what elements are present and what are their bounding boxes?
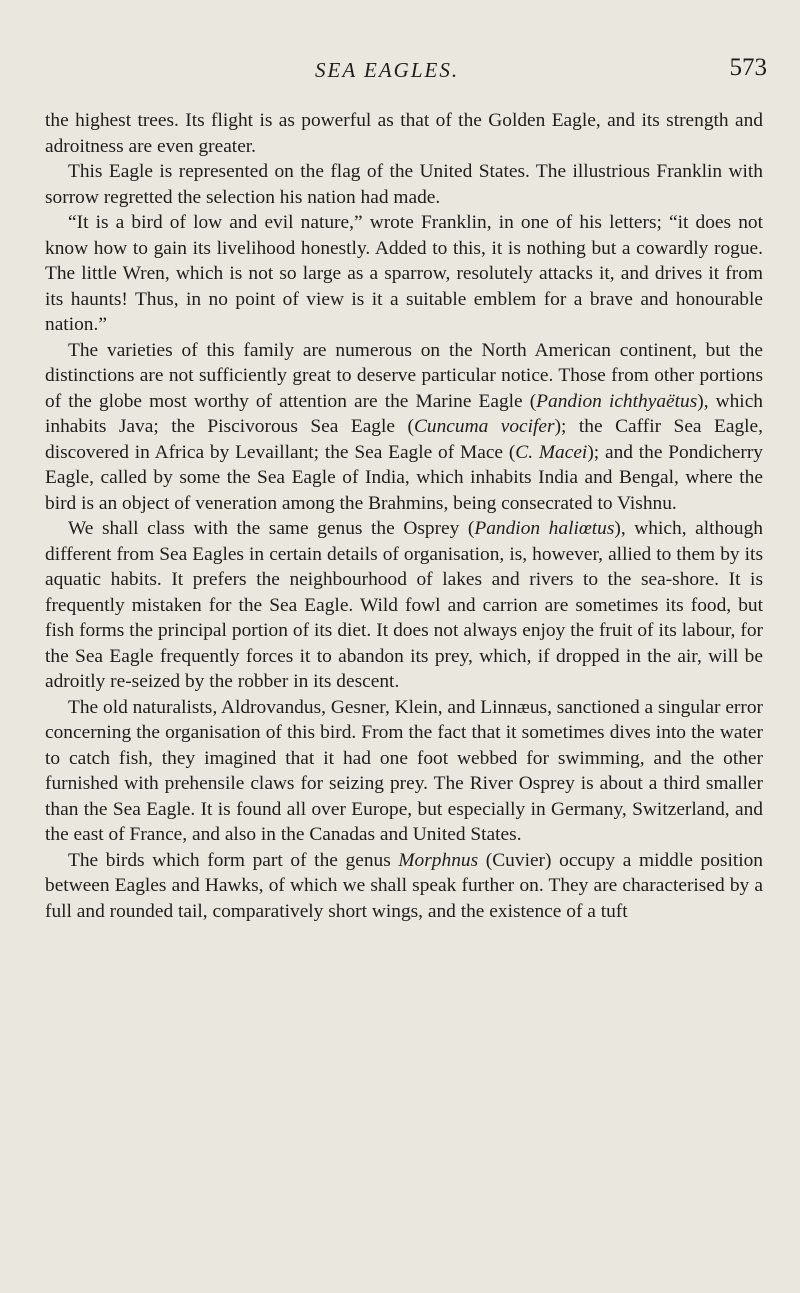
paragraph: The birds which form part of the genus Morphnus (Cuvier) occupy a middle position between Eagles and Hawks, of which we shall speak further on. They are characterised by a full and rounded tail, comparatively short wings, and the existence of a tuft: [45, 849, 764, 922]
species-name: C. Macei: [515, 441, 588, 463]
genus-name: Morphnus: [398, 849, 479, 871]
paragraph: This Eagle is represented on the flag of the United States. The illustrious Franklin with sorrow regretted the selection his nation had made.: [45, 161, 763, 208]
paragraph: “It is a bird of low and evil nature,” wrote Franklin, in one of his letters; “it does not know how to gain its livelihood honestly. Added to this, it is nothing but a cowardly rogue. The little Wren, which is not so large as a sparrow, resolutely attacks it, and drives it from its haunts! Thus, in no point of view is it a suitable emblem for a brave and honourable nation.”: [45, 212, 763, 335]
paragraph: The varieties of this family are numerous on the North American continent, but the distinctions are not sufficiently great to deserve particular notice. Those from other portions of the globe most worthy of attention are the Marine Eagle (Pandion ichthyaëtus), which inhabits Java; the Piscivorous Sea Eagle (Cuncuma vocifer); the Caffir Sea Eagle, discovered in Africa by Levaillant; the Sea Eagle of Mace (C. Macei); and the Pondicherry Eagle, called by some the Sea Eagle of India, which inhabits India and Bengal, where the bird is an object of veneration among the Brahmins, being consecrated to Vishnu.: [45, 339, 764, 514]
species-name: Cuncuma vocifer: [413, 416, 555, 437]
species-name: Pandion haliœtus: [474, 518, 615, 539]
body-text: [45, 108, 763, 924]
paragraph: The old naturalists, Aldrovandus, Gesner, Klein, and Linnæus, sanctioned a singular error concerning the organisation of this bird. From the fact that it sometimes dives into the water to catch fish, they imagined that it had one foot webbed for swimming, and the other furnished with prehensile claws for seizing prey. The River Osprey is about a third smaller than the Sea Eagle. It is found all over Europe, but especially in Germany, Switzerland, and the east of France, and also in the Canadas and United States.: [45, 696, 763, 845]
paragraph: We shall class with the same genus the Osprey (Pandion haliœtus), which, although different from Sea Eagles in certain details of organisation, is, however, allied to them by its aquatic habits. It prefers the neighbourhood of lakes and rivers to the sea-shore. It is frequently mistaken for the Sea Eagle. Wild fowl and carrion are sometimes its food, but fish forms the principal portion of its diet. It does not always enjoy the fruit of its labour, for the Sea Eagle frequently forces it to abandon its prey, which, if dropped in the air, will be adroitly re-seized by the robber in its descent.: [45, 518, 763, 692]
page-header: [0, 50, 800, 90]
running-head: SEA EAGLES.: [315, 58, 460, 82]
species-name: Pandion ichthyaëtus: [536, 390, 698, 412]
page-number: 573: [729, 54, 767, 81]
paragraph: the highest trees. Its flight is as powerful as that of the Golden Eagle, and its strength and adroitness are even greater.: [45, 110, 763, 157]
